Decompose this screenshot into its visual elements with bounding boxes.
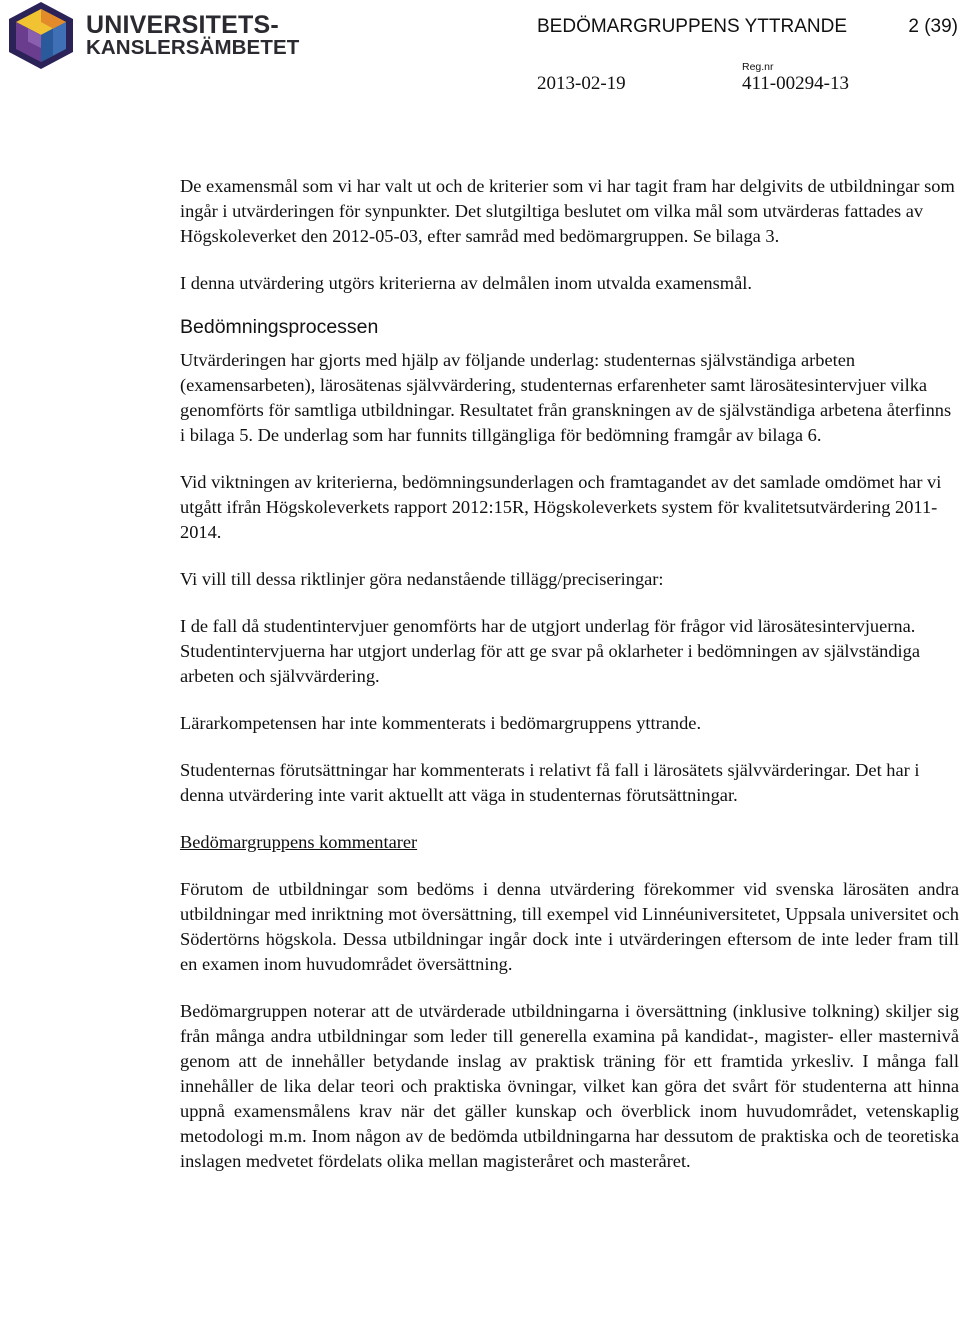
reg-number-label: Reg.nr: [742, 61, 774, 73]
paragraph-bedomargruppen-noterar: Bedömargruppen noterar att de utvärderade utbildningarna i översättning (inklusive tolkning) skiljer sig från många andra utbildningar som leder till generella examina på kandidat-, magister- eller masternivå genom att de innehåller betydande inslag av praktisk träning för ett framtida yrkesliv. I många fall innehåller de lika delar teori och praktiska övningar, vilket kan göra det svårt för studenterna att hinna uppnå examensmålens krav när det gäller kunskap och överblick inom huvudområdet, vetenskaplig metodologi m.m. Inom någon av de bedömda utbildningarna har dessutom de praktiska och de teoretiska inslagen medvetet fördelats olika mellan magisteråret och masteråret.: [180, 1001, 959, 1171]
document-title: BEDÖMARGRUPPENS YTTRANDE: [537, 16, 848, 37]
document-date: 2013-02-19: [537, 73, 626, 94]
document-body: [180, 174, 959, 1196]
paragraph-kriterier: I denna utvärdering utgörs kriterierna av delmålen inom utvalda examensmål.: [180, 273, 752, 293]
paragraph-lararkompetens: Lärarkompetensen har inte kommenterats i bedömargruppens yttrande.: [180, 713, 702, 733]
paragraph-viktning: Vid viktningen av kriterierna, bedömningsunderlagen och framtagandet av det samlade omdömet har vi utgått ifrån Högskoleverkets rapport 2012:15R, Högskoleverkets system för kvalitetsutvärdering 2011-2014.: [180, 472, 942, 542]
page-number: 2 (39): [908, 16, 958, 37]
paragraph-studentintervjuer: I de fall då studentintervjuer genomförts har de utgjort underlag för frågor vid lärosätesintervjuerna. Studentintervjuerna har utgjort underlag för att ge svar på oklarheter i bedömningen av självständiga arbeten och självvärdering.: [180, 616, 920, 686]
paragraph-underlag: Utvärderingen har gjorts med hjälp av följande underlag: studenternas självständiga arbeten (examensarbeten), lärosätenas självvärdering, studenternas erfarenheter samt lärosätesintervjuer vilka genomförts för samtliga utbildningar. Resultatet från granskningen av de självständiga arbetena återfinns i bilaga 5. De underlag som har funnits tillgängliga för bedömning framgår av bilaga 6.: [180, 350, 952, 445]
logo-text-line2: KANSLERSÄMBETET: [86, 36, 300, 59]
agency-logo: [6, 0, 318, 72]
paragraph-examensmal: De examensmål som vi har valt ut och de kriterier som vi har tagit fram har delgivits de utbildningar som ingår i utvärderingen för synpunkter. Det slutgiltiga beslutet om vilka mål som utvärderas fattades av Högskoleverket den 2012-05-03, efter samråd med bedömargruppen. Se bilaga 3.: [180, 176, 955, 246]
section-heading-bedomningsprocessen: Bedömningsprocessen: [180, 316, 379, 338]
paragraph-forutsattningar: Studenternas förutsättningar har kommenterats i relativt få fall i lärosätets självvärderingar. Det har i denna utvärdering inte varit aktuellt att väga in studenternas förutsättningar.: [180, 760, 920, 805]
section-heading-kommentarer: Bedömargruppens kommentarer: [180, 832, 418, 852]
paragraph-andra-utbildningar: Förutom de utbildningar som bedöms i denna utvärdering förekommer vid svenska lärosäten andra utbildningar med inriktning mot översättning, till exempel vid Linnéuniversitetet, Uppsala universitet och Södertörns högskola. Dessa utbildningar ingår dock inte i utvärderingen eftersom de inte leder fram till en examen inom huvudområdet översättning.: [180, 879, 959, 974]
paragraph-riktlinjer: Vi vill till dessa riktlinjer göra nedanstående tillägg/preciseringar:: [180, 569, 664, 589]
logo-text-line1: UNIVERSITETS-: [86, 11, 279, 39]
registration-number: 411-00294-13: [742, 73, 849, 94]
cube-logo-icon: [6, 0, 76, 70]
